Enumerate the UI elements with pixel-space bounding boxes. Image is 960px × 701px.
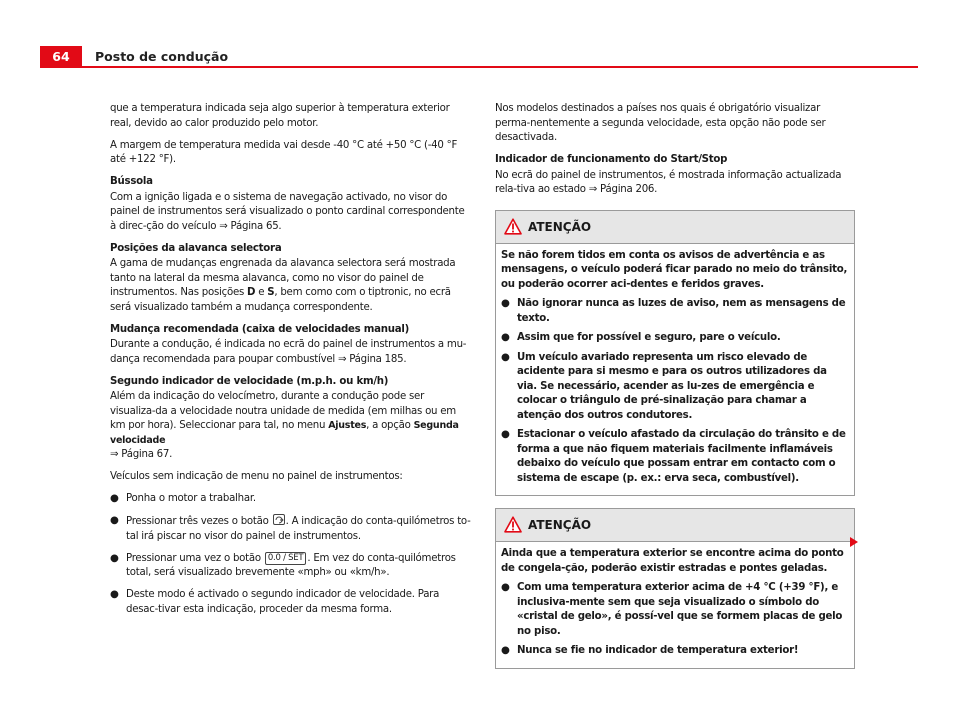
section-heading: Indicador de funcionamento do Start/Stop: [495, 154, 728, 165]
list-item: [501, 644, 849, 659]
list-item: [501, 331, 849, 346]
list-item-text: . Em vez do conta-quilómetros total, será visualizado brevemente «mph» ou «km/h».: [126, 552, 456, 578]
warning-triangle-icon: [504, 516, 522, 533]
list-item-text: Pressionar três vezes o botão: [126, 516, 272, 527]
bullet-dot: ●: [501, 582, 510, 593]
left-column: [110, 102, 472, 625]
warning-title: ATENÇÃO: [528, 518, 592, 532]
reset-button-icon: [273, 514, 285, 525]
warning-title: ATENÇÃO: [528, 219, 592, 234]
paragraph: A margem de temperatura medida vai desde -40 °C até +50 °C (-40 °F até +122 °F).: [110, 139, 458, 165]
warning-header: [496, 211, 854, 244]
page-header: [40, 46, 918, 67]
list-item: [110, 492, 472, 507]
list-item-text: Deste modo é activado o segundo indicador de velocidade. Para desac-tivar esta indicação, proceder da mesma forma.: [126, 589, 440, 615]
set-button-label: 0.0 / SET: [265, 552, 307, 565]
text-run: , bem como com o tiptronic, no ecrã será visualizado também a mudança correspondente.: [110, 287, 451, 313]
list-item-text: . A indicação do conta-quilómetros to-tal irá piscar no visor do painel de instrumentos.: [126, 516, 471, 542]
bullet-dot: ●: [110, 552, 119, 564]
bullet-dot: ●: [110, 493, 119, 504]
paragraph: Veículos sem indicação de menu no painel de instrumentos:: [110, 471, 403, 482]
warning-box: [495, 210, 855, 497]
page-title: Posto de condução: [95, 49, 229, 64]
paragraph: que a temperatura indicada seja algo superior à temperatura exterior real, devido ao calor produzido pelo motor.: [110, 103, 450, 129]
list-item-text: Nunca se fie no indicador de temperatura exterior!: [517, 645, 799, 656]
list-item-text: Com uma temperatura exterior acima de +4 °C (+39 °F), e inclusiva-mente sem que seja visualizado o símbolo do «cristal de gelo», é possí-vel que se formem placas de gelo no piso.: [517, 582, 843, 637]
list-item: [110, 514, 472, 544]
warning-body: [496, 244, 854, 496]
warning-triangle-icon: [504, 218, 522, 235]
list-item: [501, 351, 849, 424]
section-heading: Segundo indicador de velocidade (m.p.h. ou km/h): [110, 375, 389, 387]
section-heading: Bússola: [110, 176, 153, 187]
warning-intro: Ainda que a temperatura exterior se encontre acima do ponto de congela-ção, poderão existir estradas e pontes geladas.: [501, 548, 844, 574]
list-item: [501, 581, 849, 639]
page-reference: ⇒ Página 67.: [110, 449, 173, 460]
bullet-dot: ●: [501, 332, 510, 343]
warning-box: [495, 508, 855, 669]
list-item-text: Um veículo avariado representa um risco elevado de acidente para si mesmo e para os outros utilizadores da via. Se necessário, acender as lu-zes de emergência e colocar o triângulo de pré-sinalização para chamar a atenção dos outros condutores.: [517, 351, 827, 421]
text-run: Além da indicação do velocímetro, durante a condução pode ser visualiza-da a velocidade noutra unidade de medida (em milhas ou em km por hora). Seleccionar para tal, no menu: [110, 391, 456, 431]
list-item-text: Ponha o motor a trabalhar.: [126, 493, 256, 504]
section-heading: Posições da alavanca selectora: [110, 242, 282, 254]
bullet-dot: ●: [110, 515, 119, 526]
text-run: e: [255, 287, 268, 298]
text-run: A gama de mudanças engrenada da alavanca selectora será mostrada tanto na lateral da mesma alavanca, como no visor do painel de instrumentos. Nas posições: [110, 258, 456, 298]
section-heading: Mudança recomendada (caixa de velocidades manual): [110, 323, 410, 335]
bullet-dot: ●: [501, 645, 510, 656]
list-item: [501, 428, 849, 486]
continue-arrow-icon: [850, 537, 858, 547]
warning-body: [496, 542, 854, 668]
header-divider: [40, 66, 918, 68]
list-item: [110, 588, 472, 617]
text-run: , a opção: [366, 420, 414, 431]
paragraph: [110, 390, 472, 463]
paragraph: [110, 257, 472, 315]
warning-header: [496, 509, 854, 542]
list-item-text: Estacionar o veículo afastado da circulação do trânsito e de forma a que não fiquem materiais facilmente inflamáveis debaixo do veículo que possam entrar em contacto com o sistema de escape (p. ex.: erva seca, combustível).: [517, 429, 846, 484]
menu-option: Segunda velocidade: [110, 420, 459, 446]
gear-letter: S: [267, 287, 275, 298]
paragraph: No ecrã do painel de instrumentos, é mostrada informação actualizada rela-tiva ao estado ⇒ Página 206.: [495, 169, 842, 195]
bullet-dot: ●: [501, 298, 510, 309]
bullet-dot: ●: [110, 589, 119, 600]
bullet-dot: ●: [501, 351, 510, 363]
paragraph: Nos modelos destinados a países nos quais é obrigatório visualizar perma-nentemente a segunda velocidade, esta opção não pode ser desactivada.: [495, 103, 826, 143]
list-item-text: Assim que for possível e seguro, pare o veículo.: [517, 332, 781, 343]
list-item-text: Pressionar uma vez o botão: [126, 552, 264, 564]
list-item: [110, 552, 472, 581]
gear-letter: D: [247, 287, 256, 298]
right-column: [495, 102, 855, 681]
warning-intro: Se não forem tidos em conta os avisos de advertência e as mensagens, o veículo poderá ficar parado no meio do trânsito, ou poderão ocorrer aci-dentes e feridos graves.: [501, 249, 848, 290]
list-item-text: Não ignorar nunca as luzes de aviso, nem as mensagens de texto.: [517, 298, 846, 324]
paragraph: Com a ignição ligada e o sistema de navegação activado, no visor do painel de instrumentos será visualizado o ponto cardinal correspondente à direc-ção do veículo ⇒ Página 65.: [110, 191, 465, 232]
bullet-dot: ●: [501, 429, 510, 440]
paragraph: Durante a condução, é indicada no ecrã do painel de instrumentos a mu-dança recomendada para poupar combustível ⇒ Página 185.: [110, 339, 467, 365]
menu-name: Ajustes: [328, 420, 367, 431]
page-number: 64: [40, 46, 82, 67]
list-item: [501, 297, 849, 326]
